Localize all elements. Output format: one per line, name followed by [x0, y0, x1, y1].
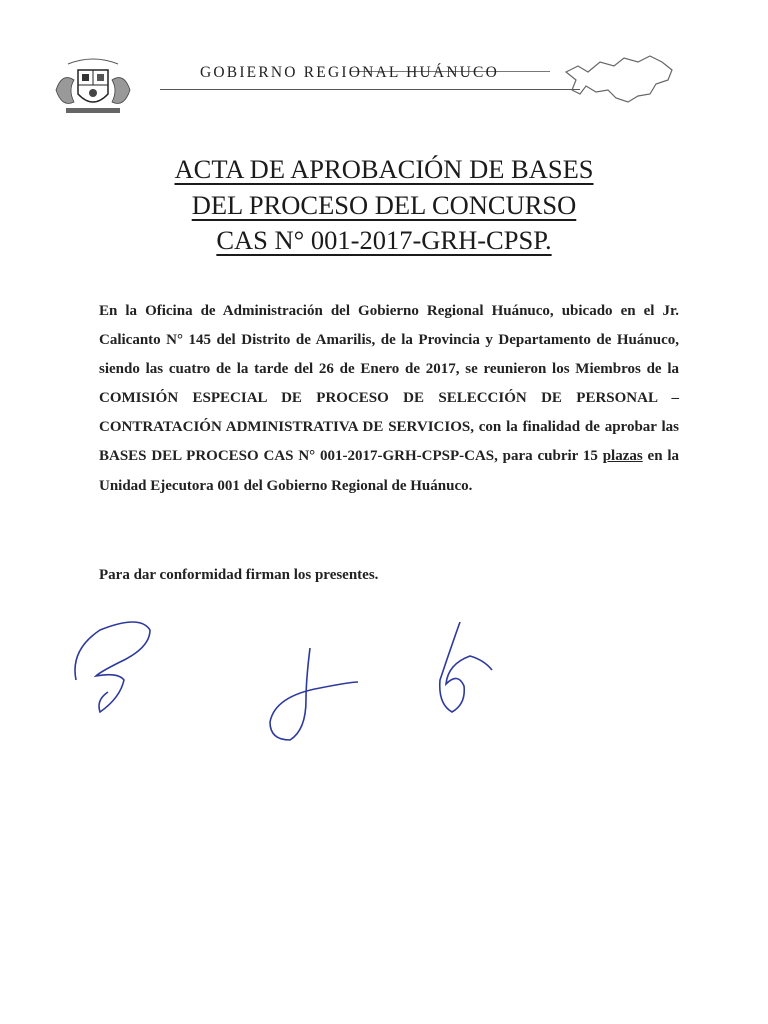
signature-3 — [440, 622, 492, 712]
national-shield-icon — [48, 50, 138, 120]
body-underlined-word: plazas — [602, 448, 643, 465]
closing-statement: Para dar conformidad firman los presentes. — [99, 567, 379, 583]
title-line-2: DEL PROCESO DEL CONCURSO — [191, 189, 577, 220]
title-line-3: CAS N° 001-2017-GRH-CPSP. — [216, 225, 552, 255]
document-title — [0, 152, 768, 259]
header-rule — [160, 89, 580, 90]
body-text-part-2: en la Unidad Ejecutora 001 del Gobierno Regional de Huánuco. — [99, 448, 680, 494]
signatures-area — [0, 600, 768, 760]
org-name: GOBIERNO REGIONAL HUÁNUCO — [200, 64, 499, 81]
body-paragraph — [99, 297, 679, 501]
signature-2 — [270, 648, 358, 740]
letterhead — [40, 40, 740, 110]
body-text-part-1: En la Oficina de Administración del Gobierno Regional Huánuco, ubicado en el Jr. Calicanto N° 145 del Distrito de Amarilis, de la Provincia y Departamento de Huánuco, siendo las cuatro de la tarde del 26 de Enero de 2017, se reunieron los Miembros de la COMISIÓN ESPECIAL DE PROCESO DE SELECCIÓN DE PERSONAL – CONTRATACIÓN ADMINISTRATIVA DE SERVICIOS, con la finalidad de aprobar las BASES DEL PROCESO CAS N° 001-2017-GRH-CPSP-CAS, para cubrir 15 — [99, 303, 679, 465]
title-line-1: ACTA DE APROBACIÓN DE BASES — [174, 154, 594, 184]
signature-1 — [75, 622, 150, 712]
huanuco-map-icon — [558, 50, 698, 110]
